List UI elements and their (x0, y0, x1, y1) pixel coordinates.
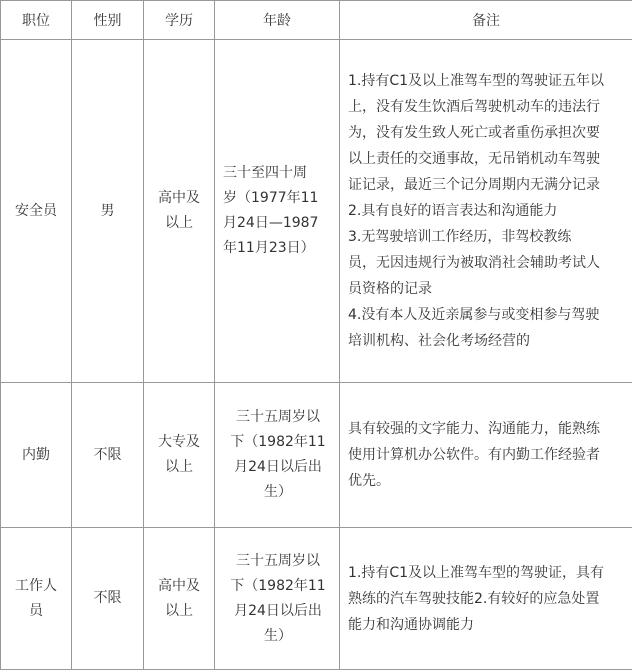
header-education: 学历 (144, 1, 215, 40)
header-gender: 性别 (72, 1, 144, 40)
age-cell: 三十至四十周 岁（1977年11 月24日—1987 年11月23日） (215, 40, 340, 383)
age-cell: 三十五周岁以 下（1982年11 月24日以后出 生） (215, 383, 340, 528)
gender-cell: 男 (72, 40, 144, 383)
header-notes: 备注 (340, 1, 632, 40)
notes-cell: 1.持有C1及以上准驾车型的驾驶证，具有 熟练的汽车驾驶技能2.有较好的应急处置 能力和沟通协调能力 (340, 528, 632, 670)
header-row (1, 1, 632, 40)
notes-cell: 具有较强的文字能力、沟通能力，能熟练 使用计算机办公软件。有内勤工作经验者 优先。 (340, 383, 632, 528)
position-cell: 安全员 (1, 40, 72, 383)
gender-cell: 不限 (72, 528, 144, 670)
position-cell: 工作人 员 (1, 528, 72, 670)
education-cell: 大专及 以上 (144, 383, 215, 528)
education-cell: 高中及 以上 (144, 40, 215, 383)
table-row (1, 528, 632, 670)
header-age: 年龄 (215, 1, 340, 40)
table-row (1, 40, 632, 383)
gender-cell: 不限 (72, 383, 144, 528)
notes-cell: 1.持有C1及以上准驾车型的驾驶证五年以 上，没有发生饮酒后驾驶机动车的违法行 为，没有发生致人死亡或者重伤承担次要 以上责任的交通事故，无吊销机动车驾驶 证记录，最近三个记分周期内无满分记录 2.具有良好的语言表达和沟通能力 3.无驾驶培训工作经历，非驾校教练 员，无因违规行为被取消社会辅助考试人 员资格的记录 4.没有本人及近亲属参与或变相参与驾驶 培训机构、社会化考场经营的 (340, 40, 632, 383)
header-position: 职位 (1, 1, 72, 40)
age-cell: 三十五周岁以 下（1982年11 月24日以后出 生） (215, 528, 340, 670)
position-cell: 内勤 (1, 383, 72, 528)
table-row (1, 383, 632, 528)
education-cell: 高中及 以上 (144, 528, 215, 670)
